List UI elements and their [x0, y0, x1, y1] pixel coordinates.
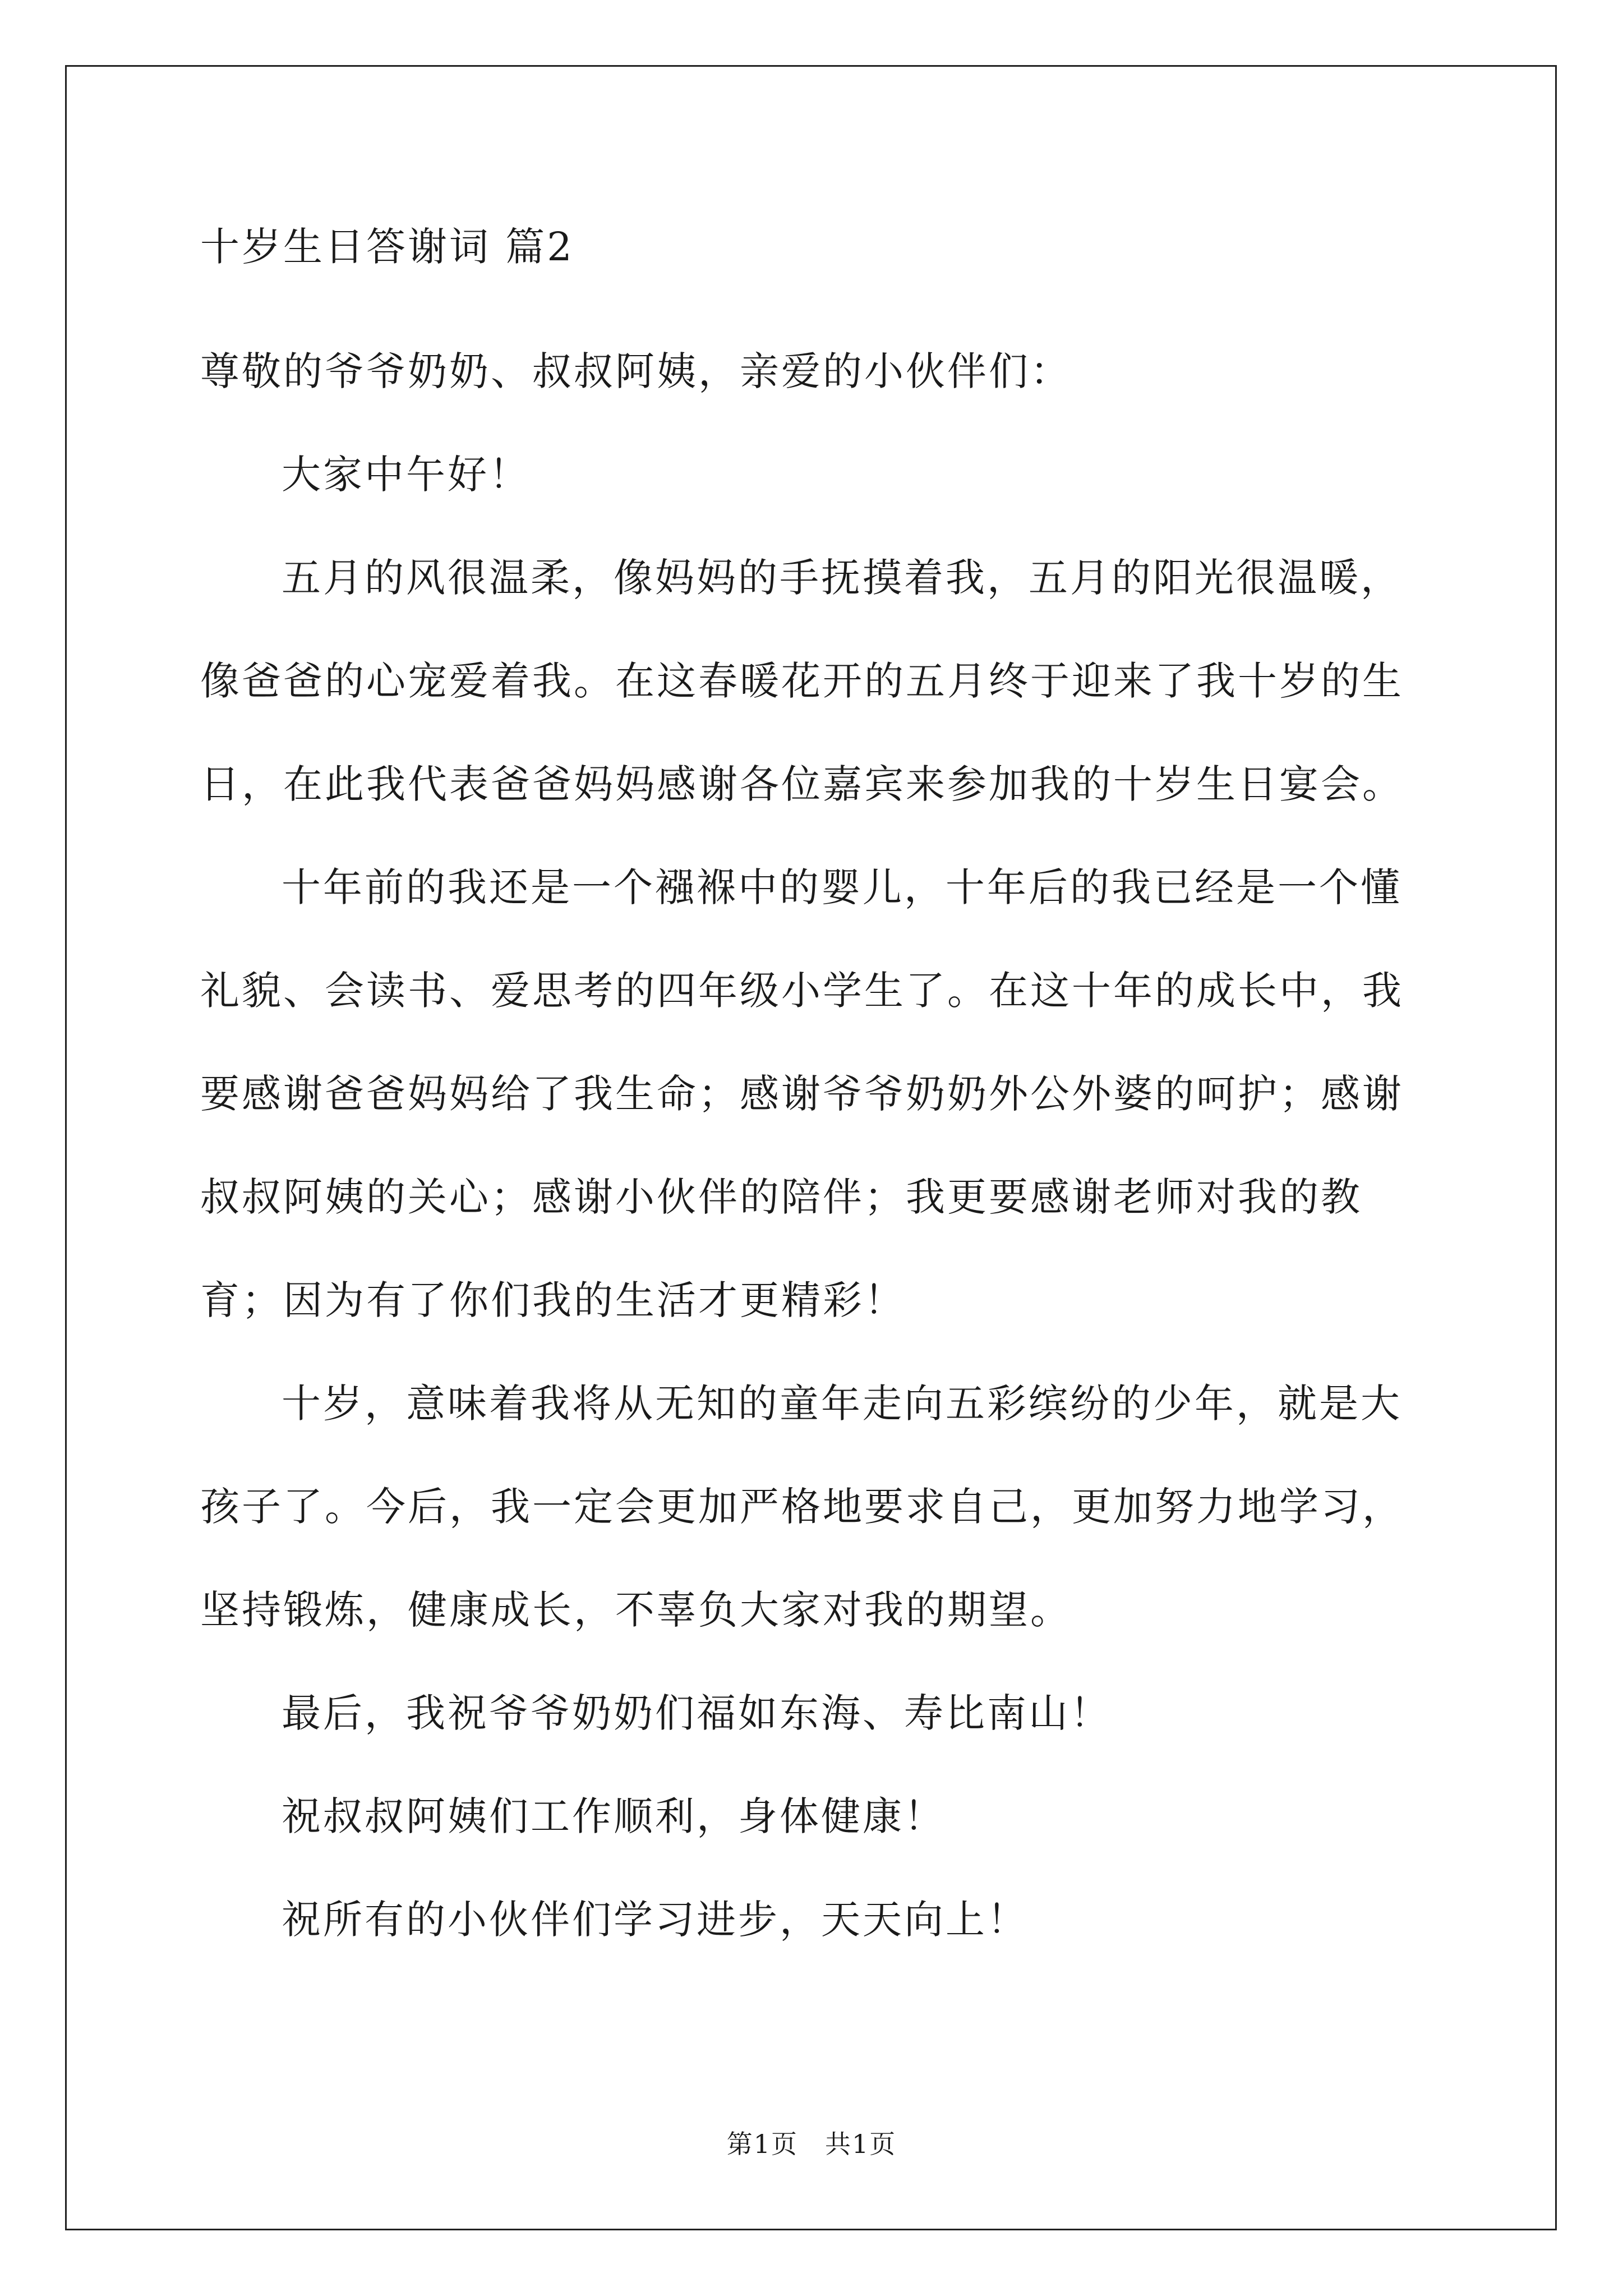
- paragraph: 祝叔叔阿姨们工作顺利，身体健康！: [282, 1793, 946, 1839]
- paragraph: 最后，我祝爷爷奶奶们福如东海、寿比南山！: [282, 1690, 1112, 1736]
- document-body: [200, 219, 1434, 1971]
- document-title: 十岁生日答谢词 篇2: [200, 224, 574, 270]
- paragraph-greeting: 大家中午好！: [282, 452, 531, 498]
- paragraph: 祝所有的小伙伴们学习进步，天天向上！: [282, 1897, 1029, 1943]
- page-footer: 第1页 共1页: [726, 2129, 897, 2159]
- paragraph-salutation: 尊敬的爷爷奶奶、叔叔阿姨，亲爱的小伙伴们：: [200, 348, 1072, 394]
- paragraph: 五月的风很温柔，像妈妈的手抚摸着我，五月的阳光很温暖，像爸爸的心宠爱着我。在这春暖花开的五月终于迎来了我十岁的生日，在此我代表爸爸妈妈感谢各位嘉宾来参加我的十岁生日宴会。: [200, 555, 1404, 807]
- paragraph: 十年前的我还是一个襁褓中的婴儿，十年后的我已经是一个懂礼貌、会读书、爱思考的四年级小学生了。在这十年的成长中，我要感谢爸爸妈妈给了我生命；感谢爷爷奶奶外公外婆的呵护；感谢叔叔阿姨的关心；感谢小伙伴的陪伴；我更要感谢老师对我的教育；因为有了你们我的生活才更精彩！: [200, 864, 1404, 1323]
- paragraph: 十岁，意味着我将从无知的童年走向五彩缤纷的少年，就是大孩子了。今后，我一定会更加严格地要求自己，更加努力地学习，坚持锻炼，健康成长，不辜负大家对我的期望。: [200, 1381, 1404, 1633]
